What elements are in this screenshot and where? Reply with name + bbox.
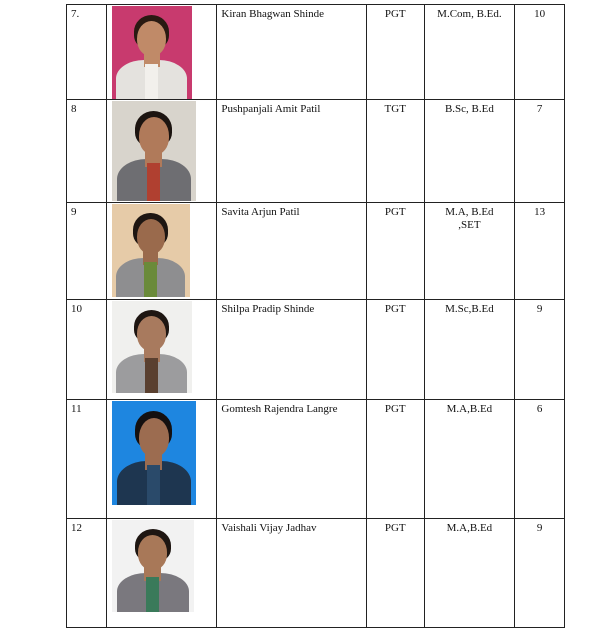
- designation: TGT: [366, 100, 424, 203]
- photo-cell: [106, 5, 217, 100]
- serial-number: 7.: [67, 5, 107, 100]
- photo-cell: [106, 100, 217, 203]
- staff-photo: [112, 204, 190, 297]
- staff-table: [66, 4, 565, 628]
- staff-name: Savita Arjun Patil: [217, 203, 366, 300]
- designation: PGT: [366, 203, 424, 300]
- experience-years: 9: [515, 300, 565, 400]
- experience-years: 13: [515, 203, 565, 300]
- designation: PGT: [366, 400, 424, 519]
- staff-photo: [112, 520, 194, 612]
- table-row: [67, 5, 565, 100]
- designation: PGT: [366, 519, 424, 628]
- serial-number: 10: [67, 300, 107, 400]
- table-row: [67, 203, 565, 300]
- experience-years: 10: [515, 5, 565, 100]
- serial-number: 9: [67, 203, 107, 300]
- staff-name: Vaishali Vijay Jadhav: [217, 519, 366, 628]
- staff-name: Gomtesh Rajendra Langre: [217, 400, 366, 519]
- staff-name: Pushpanjali Amit Patil: [217, 100, 366, 203]
- photo-cell: [106, 400, 217, 519]
- experience-years: 9: [515, 519, 565, 628]
- table-row: [67, 100, 565, 203]
- table-row: [67, 400, 565, 519]
- staff-photo: [112, 101, 196, 201]
- serial-number: 8: [67, 100, 107, 203]
- serial-number: 11: [67, 400, 107, 519]
- staff-photo: [112, 6, 192, 99]
- qualification: B.Sc, B.Ed: [424, 100, 514, 203]
- staff-photo: [112, 301, 192, 393]
- staff-name: Kiran Bhagwan Shinde: [217, 5, 366, 100]
- photo-cell: [106, 519, 217, 628]
- qualification: M.Com, B.Ed.: [424, 5, 514, 100]
- serial-number: 12: [67, 519, 107, 628]
- staff-photo: [112, 401, 196, 505]
- qualification: M.A,B.Ed: [424, 400, 514, 519]
- staff-name: Shilpa Pradip Shinde: [217, 300, 366, 400]
- table-row: [67, 300, 565, 400]
- qualification: M.Sc,B.Ed: [424, 300, 514, 400]
- designation: PGT: [366, 300, 424, 400]
- table-row: [67, 519, 565, 628]
- photo-cell: [106, 300, 217, 400]
- experience-years: 6: [515, 400, 565, 519]
- experience-years: 7: [515, 100, 565, 203]
- photo-cell: [106, 203, 217, 300]
- qualification: M.A,B.Ed: [424, 519, 514, 628]
- designation: PGT: [366, 5, 424, 100]
- qualification: M.A, B.Ed ,SET: [424, 203, 514, 300]
